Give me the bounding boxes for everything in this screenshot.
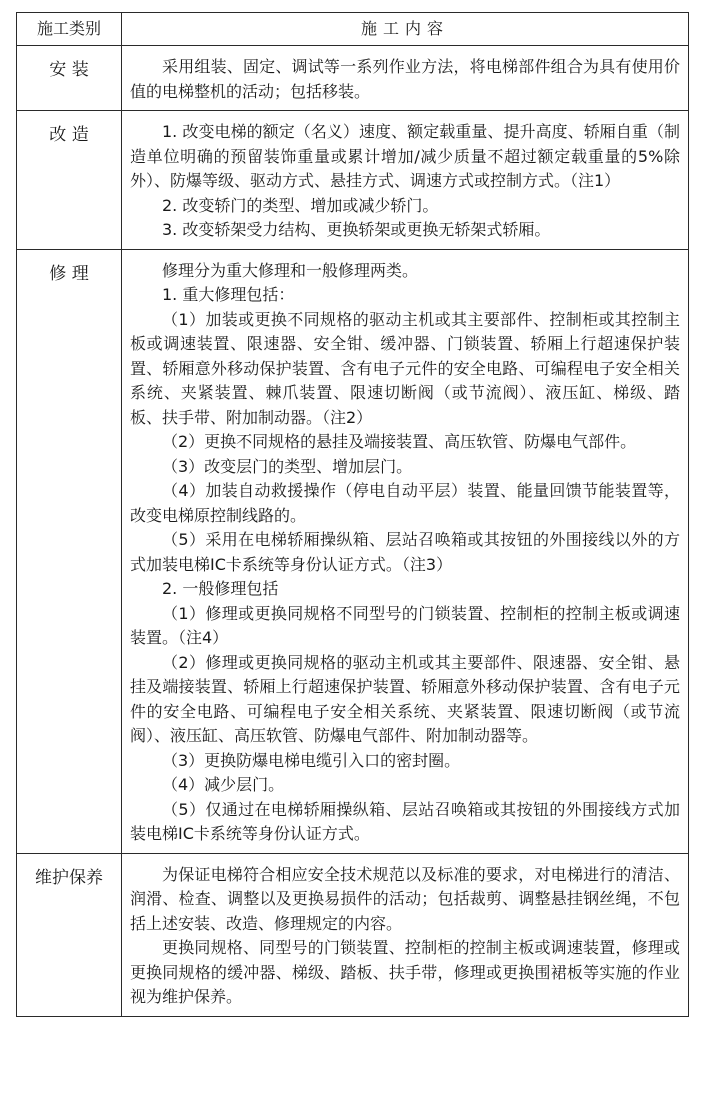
content-paragraph: 2. 改变轿门的类型、增加或减少轿门。 (162, 195, 439, 215)
row-content-repair (122, 249, 689, 853)
row-type-installation: 安 装 (17, 46, 122, 111)
content-paragraph: 修理分为重大修理和一般修理两类。 (162, 260, 419, 280)
row-type-maintenance: 维护保养 (17, 853, 122, 1016)
content-paragraph: （2）更换不同规格的悬挂及端接装置、高压软管、防爆电气部件。 (162, 432, 637, 451)
row-type-modification: 改 造 (17, 111, 122, 250)
table-row (17, 111, 689, 250)
content-paragraph: 1. 重大修理包括： (162, 285, 295, 304)
content-paragraph: （3）改变层门的类型、增加层门。 (162, 456, 413, 476)
content-paragraph: （3）更换防爆电梯电缆引入口的密封圈。 (162, 750, 461, 770)
row-content-installation (122, 46, 689, 111)
table-row (17, 853, 689, 1016)
content-paragraph: （4）加装自动救援操作（停电自动平层）装置、能量回馈节能装置等，改变电梯原控制线路的。 (130, 481, 680, 525)
content-paragraph: 1. 改变电梯的额定（名义）速度、额定载重量、提升高度、轿厢自重（制造单位明确的预留装饰重量或累计增加/减少质量不超过额定载重量的5%除外）、防爆等级、驱动方式、悬挂方式、调速方式或控制方式。（注1） (130, 122, 680, 190)
content-paragraph: （1）加装或更换不同规格的驱动主机或其主要部件、控制柜或其控制主板或调速装置、限速器、安全钳、缓冲器、门锁装置、轿厢上行超速保护装置、轿厢意外移动保护装置、含有电子元件的安全电路、可编程电子安全相关系统、夹紧装置、棘爪装置、限速切断阀（或节流阀）、液压缸、梯级、踏板、扶手带、附加制动器。（注2） (130, 309, 680, 427)
content-paragraph: （4）减少层门。 (162, 775, 285, 794)
row-content-maintenance (122, 853, 689, 1016)
content-paragraph: （5）仅通过在电梯轿厢操纵箱、层站召唤箱或其按钮的外围接线方式加装电梯IC卡系统等身份认证方式。 (130, 799, 680, 843)
construction-category-table (16, 12, 689, 1017)
table-row (17, 249, 689, 853)
content-paragraph: 采用组装、固定、调试等一系列作业方法，将电梯部件组合为具有使用价值的电梯整机的活动；包括移装。 (130, 57, 680, 101)
content-paragraph: 更换同规格、同型号的门锁装置、控制柜的控制主板或调速装置，修理或更换同规格的缓冲器、梯级、踏板、扶手带，修理或更换围裙板等实施的作业视为维护保养。 (130, 938, 680, 1006)
content-paragraph: 2. 一般修理包括 (162, 579, 279, 598)
content-paragraph: 为保证电梯符合相应安全技术规范以及标准的要求，对电梯进行的清洁、润滑、检查、调整以及更换易损件的活动；包括裁剪、调整悬挂钢丝绳，不包括上述安装、改造、修理规定的内容。 (130, 864, 680, 933)
row-type-repair: 修 理 (17, 249, 122, 853)
row-content-modification (122, 111, 689, 250)
header-content: 施工内容 (122, 13, 689, 46)
content-paragraph: （1）修理或更换同规格不同型号的门锁装置、控制柜的控制主板或调速装置。（注4） (130, 603, 680, 647)
table-header-row (17, 13, 689, 46)
content-paragraph: 3. 改变轿架受力结构、更换轿架或更换无轿架式轿厢。 (162, 220, 551, 239)
header-type: 施工类别 (17, 13, 122, 46)
table-row (17, 46, 689, 111)
content-paragraph: （2）修理或更换同规格的驱动主机或其主要部件、限速器、安全钳、悬挂及端接装置、轿厢上行超速保护装置、轿厢意外移动保护装置、含有电子元件的安全电路、可编程电子安全相关系统、夹紧装置、限速切断阀（或节流阀）、液压缸、高压软管、防爆电气部件、附加制动器等。 (130, 652, 680, 745)
content-paragraph: （5）采用在电梯轿厢操纵箱、层站召唤箱或其按钮的外围接线以外的方式加装电梯IC卡系统等身份认证方式。（注3） (130, 530, 680, 574)
